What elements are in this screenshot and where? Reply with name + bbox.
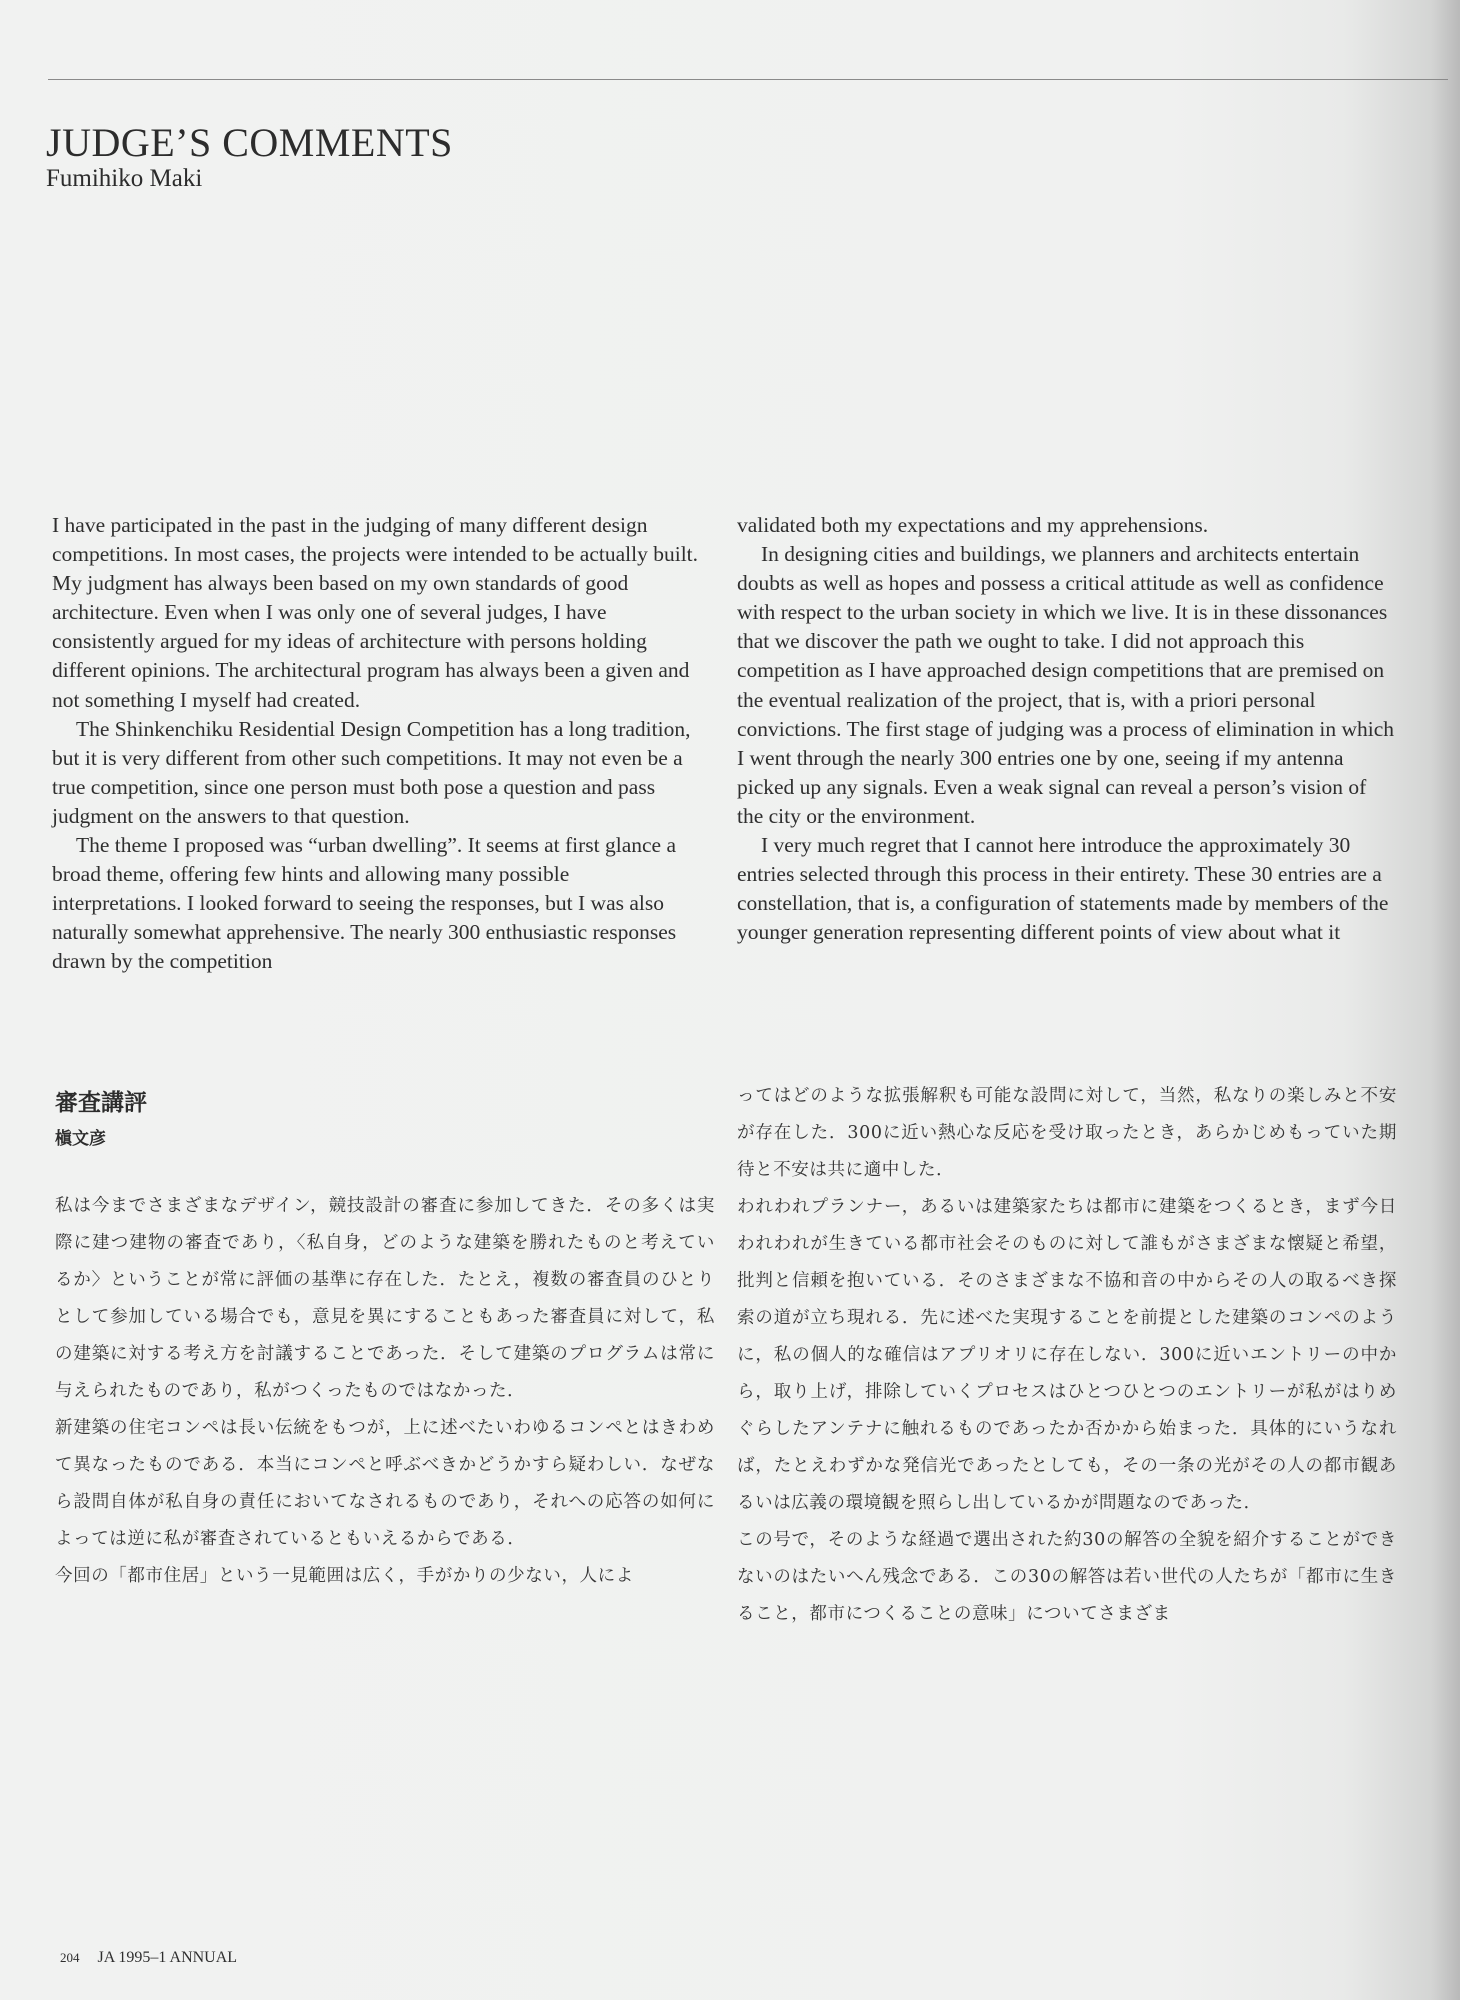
- page-number: 204: [60, 1950, 80, 1965]
- japanese-paragraph: 今回の「都市住居」という一見範囲は広く，手がかりの少ない，人によ: [55, 1566, 634, 1586]
- japanese-paragraph: ってはどのような拡張解釈も可能な設問に対して，当然，私なりの楽しみと不安が存在した．300に近い熱心な反応を受け取ったとき，あらかじめもっていた期待と不安は共に適中した．: [737, 1086, 1397, 1180]
- japanese-paragraph: われわれプランナー，あるいは建築家たちは都市に建築をつくるとき，まず今日われわれが生きている都市社会そのものに対して誰もがさまざまな懐疑と希望，批判と信頼を抱いている．そのさまざまな不協和音の中からその人の取るべき探索の道が立ち現れる．先に述べた実現することを前提とした建築のコンペのように，私の個人的な確信はアプリオリに存在しない．300に近いエントリーの中から，取り上げ，排除していくプロセスはひとつひとつのエントリーが私がはりめぐらしたアンテナに触れるものであったか否かから始まった．具体的にいうなれば，たとえわずかな発信光であったとしても，その一条の光がその人の都市観あるいは広義の環境観を照らし出しているかが問題なのであった．: [737, 1197, 1397, 1513]
- page-title: JUDGE’S COMMENTS: [46, 120, 453, 165]
- japanese-author: 槇文彦: [55, 1129, 106, 1149]
- author-name: Fumihiko Maki: [46, 165, 203, 192]
- japanese-paragraph: 私は今までさまざまなデザイン，競技設計の審査に参加してきた．その多くは実際に建つ建物の審査であり，〈私自身，どのような建築を勝れたものと考えているか〉ということが常に評価の基準に存在した．たとえ，複数の審査員のひとりとして参加している場合でも，意見を異にすることもあった審査員に対して，私の建築に対する考え方を討議することであった．そして建築のプログラムは常に与えられたものであり，私がつくったものではなかった．: [55, 1196, 715, 1401]
- english-paragraph: I have participated in the past in the judging of many different design competitions. In most cases, the projects were intended to be actually built. My judgment has always been based on my own standards of good architecture. Even when I was only one of several judges, I have consistently argued for my ideas of architecture with persons holding different opinions. The architectural program has always been a given and not something I myself had created.: [52, 513, 699, 712]
- page-footer: [60, 1948, 237, 1968]
- japanese-column-right: [737, 1078, 1397, 1633]
- japanese-paragraph: この号で，そのような経過で選出された約30の解答の全貌を紹介することができないのはたいへん残念である．この30の解答は若い世代の人たちが「都市に生きること，都市につくることの意味」についてさまざま: [737, 1530, 1397, 1624]
- english-column-left: [52, 511, 700, 977]
- english-paragraph: The Shinkenchiku Residential Design Competition has a long tradition, but it is very different from other such competitions. It may not even be a true competition, since one person must both pose a question and pass judgment on the answers to that question.: [52, 716, 691, 828]
- english-paragraph: validated both my expectations and my apprehensions.: [737, 513, 1209, 537]
- publication-name: JA 1995–1 ANNUAL: [97, 1949, 238, 1966]
- english-paragraph: The theme I proposed was “urban dwelling”. It seems at first glance a broad theme, offering few hints and allowing many possible interpretations. I looked forward to seeing the responses, but I was also naturally somewhat apprehensive. The nearly 300 enthusiastic responses drawn by the competition: [52, 833, 677, 974]
- english-paragraph: In designing cities and buildings, we planners and architects entertain doubts as well as hopes and possess a critical attitude as well as confidence with respect to the urban society in which we live. It is in these dissonances that we discover the path we ought to take. I did not approach this competition as I have approached design competitions that are premised on the eventual realization of the project, that is, with a priori personal convictions. The first stage of judging was a process of elimination in which I went through the nearly 300 entries one by one, seeing if my antenna picked up any signals. Even a weak signal can reveal a person’s vision of the city or the environment.: [737, 542, 1395, 828]
- japanese-column-left: [55, 1188, 715, 1595]
- japanese-paragraph: 新建築の住宅コンペは長い伝統をもつが，上に述べたいわゆるコンペとはきわめて異なったものである．本当にコンペと呼ぶべきかどうかすら疑わしい．なぜなら設問自体が私自身の責任においてなされるものであり，それへの応答の如何によっては逆に私が審査されているともいえるからである．: [55, 1418, 715, 1549]
- english-column-right: [737, 511, 1395, 947]
- japanese-heading: 審査講評: [55, 1090, 147, 1116]
- header-rule: [48, 79, 1448, 80]
- english-paragraph: I very much regret that I cannot here introduce the approximately 30 entries selected through this process in their entirety. These 30 entries are a constellation, that is, a configuration of statements made by members of the younger generation representing different points of view about what it: [737, 833, 1389, 945]
